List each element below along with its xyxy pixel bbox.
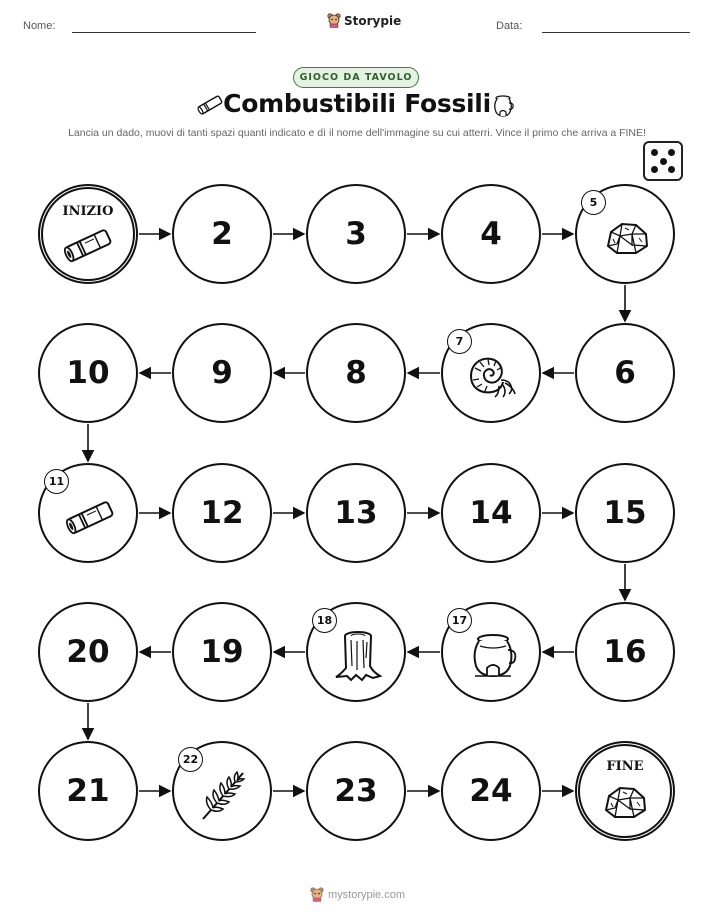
space-number-badge: 11 [44,469,69,494]
board-space[interactable] [575,463,675,563]
storypie-mascot-icon [310,887,324,902]
name-label: Nome: [23,20,56,32]
finish-label: FINE [606,759,644,774]
start-space[interactable] [38,184,138,284]
board-space[interactable] [172,323,272,423]
fern-icon [197,767,251,827]
space-number: 14 [469,495,513,531]
board-space[interactable] [306,184,406,284]
board-space[interactable] [441,741,541,841]
space-number: 16 [603,634,647,670]
board-space[interactable] [38,602,138,702]
start-label: INIZIO [62,204,114,219]
ammonite-icon [465,354,521,404]
board-space[interactable] [441,323,541,423]
pipe-icon [60,225,116,269]
category-badge: GIOCO DA TAVOLO [293,67,419,88]
board-space[interactable] [575,323,675,423]
board-space[interactable] [38,463,138,563]
space-number: 2 [211,216,233,252]
space-number: 23 [334,773,378,809]
brand-name: Storypie [344,13,402,28]
board-space[interactable] [306,463,406,563]
board-space[interactable] [38,741,138,841]
board-space[interactable] [441,602,541,702]
space-number: 3 [345,216,367,252]
space-number-badge: 7 [447,329,472,354]
board-space[interactable] [172,184,272,284]
board-space[interactable] [172,741,272,841]
board-space[interactable] [306,741,406,841]
space-number: 6 [614,355,636,391]
space-number: 12 [200,495,244,531]
space-number: 20 [66,634,110,670]
board-space[interactable] [306,323,406,423]
coal-icon [602,218,652,262]
pot-icon [468,630,518,686]
space-number-badge: 18 [312,608,337,633]
space-number: 8 [345,355,367,391]
space-number: 19 [200,634,244,670]
space-number-badge: 17 [447,608,472,633]
board-space[interactable] [441,463,541,563]
board-space[interactable] [172,463,272,563]
footer-url: mystorypie.com [328,888,406,901]
space-number: 10 [66,355,110,391]
space-number: 9 [211,355,233,391]
board-space[interactable] [306,602,406,702]
board-space[interactable] [38,323,138,423]
board-space[interactable] [441,184,541,284]
page-title: Combustibili Fossili [223,89,491,118]
space-number: 21 [66,773,110,809]
space-number: 4 [480,216,502,252]
space-number: 15 [603,495,647,531]
date-label: Data: [496,20,523,32]
board-space[interactable] [575,184,675,284]
space-number-badge: 22 [178,747,203,772]
tree-stump-icon [333,628,383,688]
pipe-icon [62,497,118,541]
instructions-text: Lancia un dado, muovi di tanti spazi quanti indicato e dì il nome dell'immagine su cui atterri. Vince il primo che arriva a FINE! [68,127,646,139]
coal-icon [600,782,650,826]
space-number: 24 [469,773,513,809]
space-number-badge: 5 [581,190,606,215]
finish-space[interactable] [575,741,675,841]
space-number: 13 [334,495,378,531]
board-space[interactable] [575,602,675,702]
footer [310,887,405,902]
board-space[interactable] [172,602,272,702]
